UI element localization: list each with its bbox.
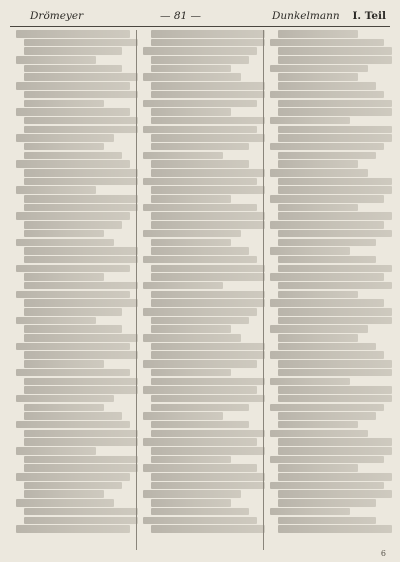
illegible-entry-line [151, 404, 249, 412]
illegible-entry-line [278, 30, 358, 38]
illegible-entry-line [151, 473, 265, 481]
illegible-entry-line [24, 256, 138, 264]
illegible-entry-line [151, 525, 265, 533]
illegible-entry-line [143, 464, 257, 472]
illegible-entry-line [16, 291, 130, 299]
illegible-entry-line [278, 47, 392, 55]
illegible-entry-line [151, 325, 231, 333]
illegible-entry-line [151, 239, 231, 247]
illegible-entry-line [24, 247, 138, 255]
illegible-entry-line [143, 178, 257, 186]
illegible-entry-line [151, 317, 249, 325]
illegible-entry-line [278, 499, 376, 507]
illegible-entry-line [16, 239, 114, 247]
illegible-entry-line [270, 117, 350, 125]
illegible-entry-line [24, 404, 104, 412]
illegible-entry-line [16, 134, 114, 142]
illegible-entry-line [278, 204, 358, 212]
illegible-entry-line [278, 126, 392, 134]
directory-columns [10, 30, 390, 550]
running-head-first-name: Drömeyer [30, 10, 84, 22]
illegible-entry-line [16, 447, 96, 455]
illegible-entry-line [16, 30, 130, 38]
illegible-entry-line [278, 230, 392, 238]
illegible-entry-line [143, 517, 257, 525]
illegible-entry-line [151, 421, 249, 429]
illegible-entry-line [270, 430, 368, 438]
illegible-entry-line [24, 91, 138, 99]
illegible-entry-line [143, 152, 223, 160]
illegible-entry-line [151, 82, 265, 90]
illegible-entry-line [270, 195, 384, 203]
illegible-entry-line [143, 438, 257, 446]
illegible-entry-line [270, 65, 368, 73]
illegible-entry-line [278, 412, 376, 420]
directory-column-3 [263, 30, 390, 550]
illegible-entry-line [151, 378, 265, 386]
illegible-entry-line [24, 508, 138, 516]
illegible-entry-line [16, 265, 130, 273]
illegible-entry-line [151, 39, 265, 47]
illegible-entry-line [24, 73, 138, 81]
illegible-entry-line [143, 73, 241, 81]
illegible-entry-line [278, 464, 358, 472]
illegible-entry-line [24, 47, 122, 55]
illegible-entry-line [24, 126, 138, 134]
illegible-entry-line [24, 221, 122, 229]
illegible-entry-line [270, 482, 384, 490]
illegible-entry-line [278, 108, 392, 116]
illegible-entry-line [278, 473, 392, 481]
illegible-entry-line [16, 108, 130, 116]
illegible-entry-line [24, 378, 138, 386]
illegible-entry-line [24, 308, 122, 316]
illegible-entry-line [16, 525, 130, 533]
illegible-entry-line [151, 343, 265, 351]
illegible-entry-line [24, 430, 138, 438]
illegible-entry-line [151, 65, 231, 73]
illegible-entry-line [278, 265, 392, 273]
illegible-entry-line [270, 508, 350, 516]
illegible-entry-line [24, 299, 138, 307]
illegible-entry-line [24, 100, 104, 108]
illegible-entry-line [24, 195, 138, 203]
illegible-entry-line [24, 412, 122, 420]
page-footer-mark: 6 [380, 549, 386, 558]
illegible-entry-line [24, 517, 138, 525]
illegible-entry-line [278, 100, 392, 108]
illegible-entry-line [24, 282, 138, 290]
illegible-entry-line [16, 395, 114, 403]
illegible-entry-line [143, 230, 241, 238]
illegible-entry-line [151, 265, 265, 273]
illegible-entry-line [151, 291, 265, 299]
page-number: — 81 — [160, 10, 202, 22]
part-label: I. Teil [352, 10, 386, 22]
illegible-entry-line [24, 438, 138, 446]
illegible-entry-line [270, 247, 350, 255]
illegible-entry-line [151, 186, 265, 194]
illegible-entry-line [270, 91, 384, 99]
illegible-entry-line [151, 351, 265, 359]
illegible-entry-line [278, 334, 358, 342]
illegible-entry-line [278, 438, 392, 446]
illegible-entry-line [151, 395, 265, 403]
illegible-entry-line [151, 456, 231, 464]
illegible-entry-line [278, 291, 358, 299]
illegible-entry-line [278, 525, 392, 533]
running-header [10, 8, 390, 27]
illegible-entry-line [143, 100, 257, 108]
illegible-entry-line [143, 204, 257, 212]
illegible-entry-line [278, 447, 392, 455]
illegible-entry-line [16, 56, 96, 64]
illegible-entry-line [278, 256, 376, 264]
illegible-entry-line [151, 143, 249, 151]
illegible-entry-line [24, 117, 138, 125]
illegible-entry-line [24, 230, 104, 238]
illegible-entry-line [270, 378, 350, 386]
illegible-entry-line [270, 221, 384, 229]
illegible-entry-line [143, 47, 257, 55]
illegible-entry-line [16, 317, 96, 325]
illegible-entry-line [143, 360, 257, 368]
illegible-entry-line [151, 169, 265, 177]
illegible-entry-line [278, 386, 392, 394]
illegible-entry-line [143, 490, 241, 498]
illegible-entry-line [24, 152, 122, 160]
illegible-entry-line [270, 273, 384, 281]
illegible-entry-line [143, 256, 257, 264]
illegible-entry-line [24, 143, 104, 151]
illegible-entry-line [151, 273, 265, 281]
illegible-entry-line [151, 247, 249, 255]
illegible-entry-line [278, 517, 376, 525]
illegible-entry-line [151, 195, 231, 203]
illegible-entry-line [278, 343, 376, 351]
illegible-entry-line [16, 160, 130, 168]
illegible-entry-line [278, 395, 392, 403]
illegible-entry-line [270, 143, 384, 151]
directory-column-2 [136, 30, 263, 550]
illegible-entry-line [143, 334, 241, 342]
illegible-entry-line [143, 282, 223, 290]
illegible-entry-line [151, 299, 265, 307]
illegible-entry-line [143, 386, 257, 394]
illegible-entry-line [24, 464, 138, 472]
illegible-entry-line [16, 186, 96, 194]
illegible-entry-line [143, 126, 257, 134]
illegible-entry-line [278, 178, 392, 186]
illegible-entry-line [151, 447, 265, 455]
illegible-entry-line [24, 39, 138, 47]
illegible-entry-line [16, 421, 130, 429]
illegible-entry-line [278, 73, 358, 81]
directory-column-1 [10, 30, 136, 550]
illegible-entry-line [16, 499, 114, 507]
illegible-entry-line [270, 39, 384, 47]
illegible-entry-line [278, 56, 392, 64]
illegible-entry-line [151, 117, 265, 125]
illegible-entry-line [278, 212, 392, 220]
illegible-entry-line [278, 152, 376, 160]
illegible-entry-line [151, 134, 265, 142]
illegible-entry-line [24, 169, 138, 177]
illegible-entry-line [24, 490, 104, 498]
illegible-entry-line [24, 351, 138, 359]
illegible-entry-line [24, 178, 138, 186]
illegible-entry-line [16, 473, 130, 481]
illegible-entry-line [151, 482, 265, 490]
illegible-entry-line [270, 169, 368, 177]
illegible-entry-line [278, 369, 392, 377]
illegible-entry-line [24, 334, 138, 342]
illegible-entry-line [16, 212, 130, 220]
running-head-last-name: Dunkelmann [272, 10, 340, 22]
illegible-entry-line [278, 282, 392, 290]
illegible-entry-line [151, 499, 231, 507]
illegible-entry-line [278, 186, 392, 194]
illegible-entry-line [24, 456, 138, 464]
illegible-entry-line [278, 308, 392, 316]
illegible-entry-line [24, 204, 138, 212]
illegible-entry-line [143, 412, 223, 420]
illegible-entry-line [151, 221, 265, 229]
illegible-entry-line [24, 325, 122, 333]
illegible-entry-line [151, 508, 249, 516]
illegible-entry-line [278, 360, 392, 368]
illegible-entry-line [151, 160, 249, 168]
illegible-entry-line [24, 65, 122, 73]
illegible-entry-line [278, 82, 376, 90]
illegible-entry-line [151, 212, 265, 220]
illegible-entry-line [143, 308, 257, 316]
illegible-entry-line [151, 91, 265, 99]
illegible-entry-line [151, 108, 231, 116]
illegible-entry-line [16, 369, 130, 377]
illegible-entry-line [270, 351, 384, 359]
illegible-entry-line [24, 360, 104, 368]
illegible-entry-line [278, 421, 358, 429]
illegible-entry-line [151, 430, 265, 438]
illegible-entry-line [16, 343, 130, 351]
illegible-entry-line [151, 30, 265, 38]
illegible-entry-line [270, 404, 384, 412]
illegible-entry-line [278, 134, 392, 142]
illegible-entry-line [278, 160, 358, 168]
illegible-entry-line [270, 456, 384, 464]
illegible-entry-line [278, 317, 392, 325]
illegible-entry-line [278, 490, 392, 498]
illegible-entry-line [24, 482, 122, 490]
illegible-entry-line [270, 299, 384, 307]
illegible-entry-line [24, 386, 138, 394]
illegible-entry-line [151, 56, 249, 64]
illegible-entry-line [24, 273, 104, 281]
illegible-entry-line [270, 325, 368, 333]
illegible-entry-line [151, 369, 231, 377]
illegible-entry-line [278, 239, 376, 247]
illegible-entry-line [16, 82, 130, 90]
